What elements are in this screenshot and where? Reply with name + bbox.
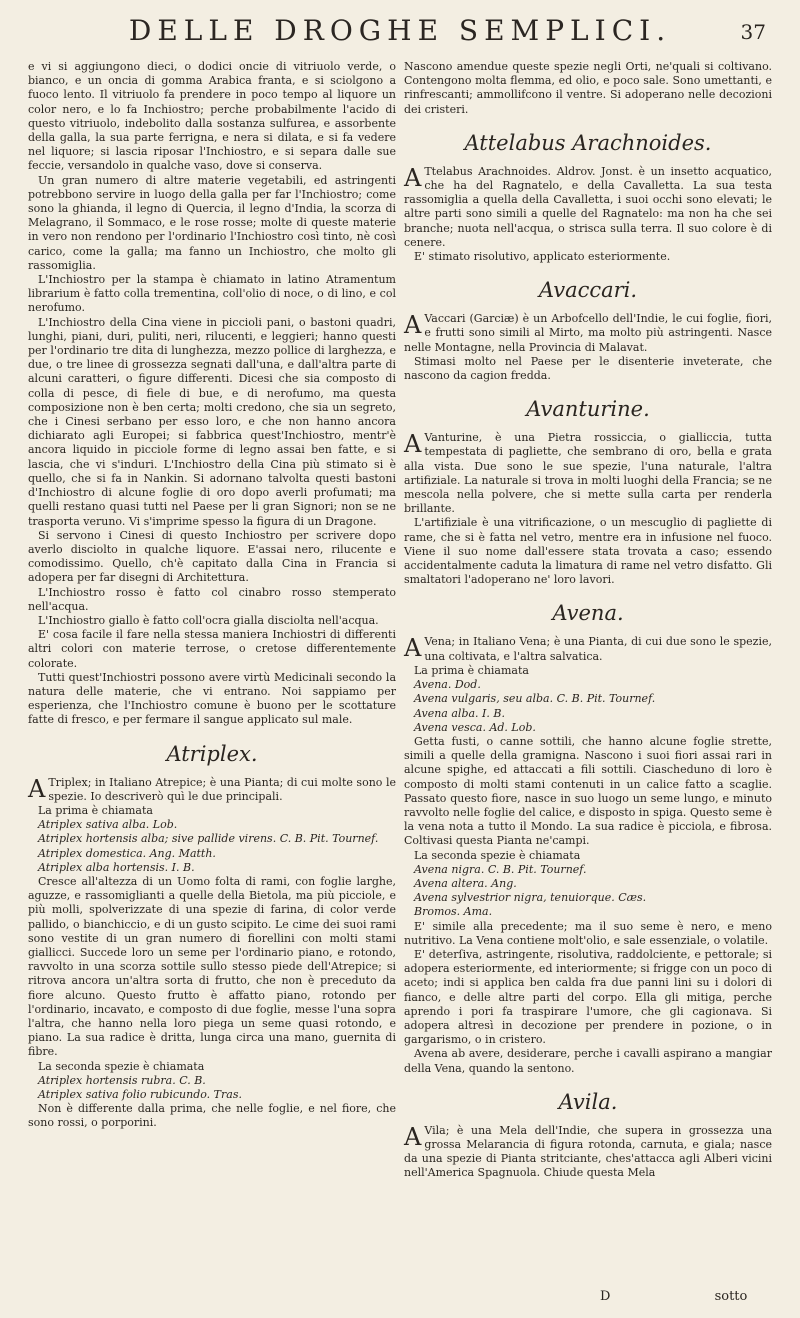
paragraph: La prima è chiamata — [38, 803, 153, 817]
synonym-item: Atriplex sativa folio rubicundo. Tras. — [38, 1088, 242, 1102]
page-title: DELLE DROGHE SEMPLICI. — [128, 14, 672, 47]
synonym-item: Avena. Dod. — [414, 678, 481, 692]
paragraph — [28, 776, 396, 804]
paragraph: Avena ab avere, desiderare, perche i cavalli aspirano a mangiar della Vena, quando la sentono. — [404, 1047, 772, 1075]
synonym-item: Avena nigra. C. B. Pit. Tournef. — [414, 862, 587, 876]
paragraph: Nascono amendue queste spezie negli Orti, ne'quali si coltivano. Contengono molta flemma, ed olio, e poco sale. Sono umettanti, e rinfrescanti; ammollifcono il ventre. Si adoperano nelle decozioni dei cristeri. — [404, 60, 772, 116]
paragraph — [404, 431, 772, 516]
paragraph: Tutti quest'Inchiostri possono avere virtù Medicinali secondo la natura delle materie, che vi entrano. Noi sappiamo per esperienza, che l'Inchiostro comune è buono per le scottature fatte di fresco, e per fermare il sangue applicato sul male. — [28, 670, 396, 727]
synonym-item: Avena altera. Ang. — [414, 876, 517, 890]
synonym-item: Atriplex sativa alba. Lob. — [38, 818, 178, 832]
paragraph: L'Inchiostro per la stampa è chiamato in latino Atramentum librarium è fatto colla trementina, coll'olio di noce, o di lino, e col nerofumo. — [28, 273, 396, 315]
drop-cap: A — [28, 774, 46, 803]
paragraph — [404, 1124, 772, 1181]
synonym-item: Atriplex hortensis alba; sive pallide virens. C. B. Pit. Tournef. — [38, 832, 379, 846]
entry-heading-avanturine: Avanturine. — [526, 397, 650, 422]
entry-text: Triplex; in Italiano Atrepice; è una Pianta; di cui molte sono le spezie. Io descriverò quì le due principali. — [48, 775, 396, 803]
paragraph: Getta fusti, o canne sottili, che hanno alcune foglie strette, simili a quelle della gramigna. Nascono i suoi fiori assai rari in alcune spighe, ed attaccati a fili sottili. Ciascheduno di loro è composto di molti stami contenuti in un calice fatto a scaglie. Passato questo fiore, nasce in suo luogo un seme lungo, e minuto ravvolto nelle foglie del calice, e disposto in spiga. Questo seme è la vena nota a tutto il Mondo. La sua radice è picciola, e fibrosa. Coltivasi questa Pianta ne'campi. — [404, 734, 772, 848]
synonym-item: Atriplex domestica. Ang. Matth. — [38, 846, 216, 860]
paragraph — [404, 312, 772, 355]
entry-heading-atriplex: Atriplex. — [166, 741, 258, 766]
paragraph: Si servono i Cinesi di questo Inchiostro per scrivere dopo averlo disciolto in qualche liquore. E'assai nero, rilucente e comodissimo. Quello, ch'è capitato dalla Cina in Francia si adopera per far disegni di Architettura. — [28, 528, 396, 585]
paragraph: Non è differente dalla prima, che nelle foglie, e nel fiore, che sono rossi, o porporini. — [28, 1102, 396, 1130]
paragraph: Cresce all'altezza di un Uomo folta di rami, con foglie larghe, aguzze, e rassomiglianti a quelle della Bietola, ma più picciole, e più molli, spolverizzate di una spezie di farina, di color verde pallido, o bianchiccio, e di un gusto scipito. Le cime dei suoi rami sono vestite di un gran numero di fiorellini con molti stami giallicci. Succede loro un seme per l'ordinario piano, e rotondo, ravvolto in una scorza sottile sullo stesso piede dell'Atrepice; si ritrova ancora un'altra sorta di frutto, che non è preceduto da fiore alcuno. Questo frutto è affatto piano, rotondo per l'ordinario, incavato, e composto di due foglie, messe l'una sopra l'altra, che hanno nella loro piega un seme quasi rotondo, e piano. La sua radice è dritta, lunga circa una mano, guernita di fibre. — [28, 874, 396, 1059]
paragraph: E' simile alla precedente; ma il suo seme è nero, e meno nutritivo. La Vena contiene molt'olio, e sale essenziale, o volatile. — [404, 919, 772, 947]
entry-heading-avena: Avena. — [552, 601, 624, 626]
paragraph: E' stimato risolutivo, applicato esteriormente. — [414, 250, 671, 264]
synonym-item: Avena vulgaris, seu alba. C. B. Pit. Tournef. — [414, 692, 656, 706]
page-footer — [560, 1289, 760, 1304]
synonym-item: Bromos. Ama. — [414, 905, 493, 919]
entry-heading-attelabus: Attelabus Arachnoides. — [464, 130, 712, 155]
page-number: 37 — [740, 20, 766, 44]
drop-cap: A — [404, 163, 422, 192]
entry-text: Vaccari (Garciæ) è un Arbofcello dell'Indie, le cui foglie, fiori, e frutti sono simili al Mirto, ma molto più astringenti. Nasce nelle Montagne, nella Provincia di Malavat. — [404, 312, 772, 354]
paragraph: La seconda spezie è chiamata — [414, 848, 581, 862]
paragraph: e vi si aggiungono dieci, o dodici oncie di vitriuolo verde, o bianco, e un oncia di gomma Arabica franta, e si sciolgono a fuoco lento. Il vitriuolo fa prendere in poco tempo al liquore un color nero, e lo fa Inchiostro; perche probabilmente l'acido di questo vitriuolo, indebolito dalla sostanza sulfurea, e assorbente della galla, la sua parte ferrigna, e nera si dilata, e si fa vedere nel liquore; si lascia riposar l'Inchiostro, e si separa dalle sue feccie, versandolo in qualche vaso, dove si conserva. — [28, 60, 396, 173]
paragraph: L'artifiziale è una vitrificazione, o un mescuglio di pagliette di rame, che si è fatta nel vetro, mentre era in infusione nel fuoco. Viene il suo nome dall'essere stata trovata a caso; essendo accidentalmente caduta la limatura di rame nel vetro disfatto. Gli smaltatori l'adoperano ne' loro lavori. — [404, 516, 772, 587]
running-head — [0, 14, 800, 54]
drop-cap: A — [404, 311, 422, 340]
paragraph: E' deterſiva, astringente, risolutiva, raddolciente, e pettorale; si adopera esteriormente, ed interiormente; si frigge con un poco di aceto; indi si applica ben calda fra due panni lini su i dolori di fianco, e delle altre parti del corpo. Ella gli mitiga, perche aprendo i pori fa traspirare l'umore, che gli cagionava. Si adopera altresì in decozione per prendere in pozione, o in gargarismo, o in cristero. — [404, 947, 772, 1047]
paragraph: E' cosa facile il fare nella stessa maniera Inchiostri di differenti altri colori con materie terrose, o cretose differentemente colorate. — [28, 628, 396, 670]
paragraph: Stimasi molto nel Paese per le disenterie inveterate, che nascono da cagion fredda. — [404, 354, 772, 383]
synonym-item: Avena vesca. Ad. Lob. — [414, 720, 536, 734]
drop-cap: A — [404, 1122, 422, 1151]
paragraph: La seconda spezie è chiamata — [38, 1059, 205, 1073]
paragraph: Un gran numero di altre materie vegetabili, ed astringenti potrebbono servire in luogo della galla per far l'Inchiostro; come sono la ghianda, il legno di Quercia, il legno d'India, la scorza di Melagrano, il Sommaco, e le rose rosse; molte di queste materie in vero non rendono per l'ordinario l'Inchiostro così tinto, nè così carico, come la galla; ma fanno un Inchiostro, che molto gli rassomiglia. — [28, 173, 396, 272]
paragraph: L'Inchiostro giallo è fatto coll'ocra gialla disciolta nell'acqua. — [38, 613, 379, 627]
catchword: sotto — [714, 1289, 748, 1304]
drop-cap: A — [404, 430, 422, 459]
drop-cap: A — [404, 634, 422, 663]
synonym-item: Avena alba. I. B. — [414, 706, 505, 720]
paragraph: La prima è chiamata — [414, 663, 529, 677]
entry-text: Vila; è una Mela dell'Indie, che supera in grossezza una grossa Melarancia di figura rotonda, carnuta, e giala; nasce da una spezie di Pianta stritciante, ches'attacca agli Alberi vicini nell'America Spagnuola. Chiude questa Mela — [404, 1123, 772, 1180]
signature-mark: D — [600, 1289, 611, 1304]
synonym-item: Atriplex alba hortensis. I. B. — [38, 860, 195, 874]
paragraph — [404, 635, 772, 663]
entry-heading-avila: Avila. — [558, 1089, 618, 1114]
right-column — [404, 60, 772, 1181]
left-column — [28, 60, 396, 1131]
paragraph: L'Inchiostro della Cina viene in piccioli pani, o bastoni quadri, lunghi, piani, duri, puliti, neri, rilucenti, e leggieri; hanno questi per l'ordinario tre dita di lunghezza, mezzo pollice di larghezza, e due, o tre linee di grossezza segnati dall'una, e dall'altra parte di alcuni caratteri, o figure differenti. Dicesi che sia composto di colla di pesce, di fiele di bue, e di nerofumo, ma questa composizione non è ben certa; molti credono, che sia un segreto, che i Cinesi serbano per esso loro, e che non hanno ancora dichiarato agli Europei; si fabbrica quest'Inchiostro, mentr'è ancora liquido in picciole forme di legno assai ben fatte, e si lascia, che vi s'induri. L'Inchiostro della Cina più stimato si è quello, che si fa in Nankin. Si adornano talvolta questi bastoni d'Inchiostro di alcune foglie di oro dopo averli profumati; ma quelli restano quasi tutti nel Paese per li gran Signori; non se ne trasporta veruno. Vi s'imprime spesso la figura di un Dragone. — [28, 315, 396, 528]
entry-text: Vena; in Italiano Vena; è una Pianta, di cui due sono le spezie, una coltivata, e l'altra salvatica. — [424, 635, 772, 663]
entry-text: Ttelabus Arachnoides. Aldrov. Jonst. è un insetto acquatico, che ha del Ragnatelo, e della Cavalletta. La sua testa rassomiglia a quella della Cavalletta, i suoi occhi sono elevati; le altre parti sono simili a quelle del Ragnatelo: ma non ha che sei branche; nuota nell'acqua, o strisca sulla terra. Il suo colore è di cenere. — [404, 164, 772, 249]
entry-heading-avaccari: Avaccari. — [538, 278, 638, 303]
synonym-item: Atriplex hortensis rubra. C. B. — [38, 1073, 206, 1087]
synonym-item: Avena sylvestrior nigra, tenuiorque. Cæs. — [414, 891, 647, 905]
paragraph — [404, 165, 772, 250]
entry-text: Vanturine, è una Pietra rossiccia, o gialliccia, tutta tempestata di pagliette, che sembrano di oro, bella e grata alla vista. Due sono le sue spezie, l'una naturale, l'altra artifiziale. La naturale si trova in molti luoghi della Francia; se ne mescola nella polvere, che si mette sulla carta per renderla brillante. — [404, 431, 772, 516]
paragraph: L'Inchiostro rosso è fatto col cinabro rosso stemperato nell'acqua. — [28, 585, 396, 613]
